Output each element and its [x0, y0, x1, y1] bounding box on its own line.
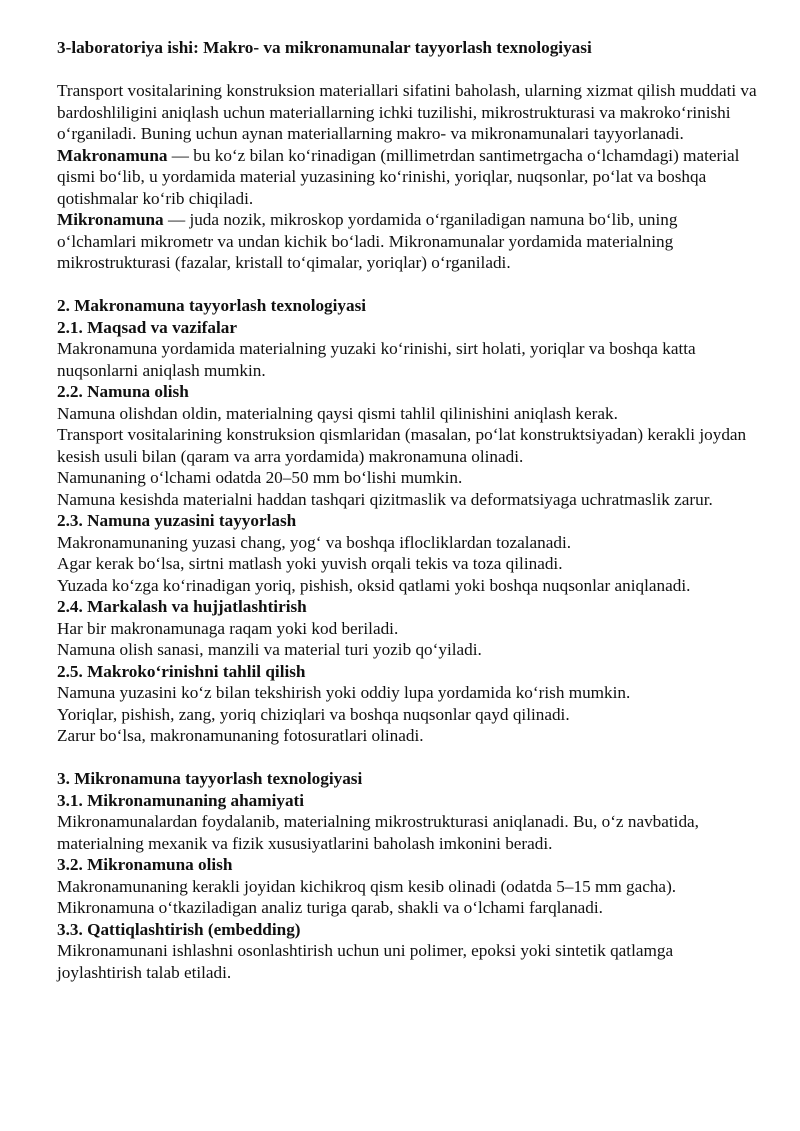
makronamuna-definition: [57, 145, 760, 210]
section-3-2-line: Mikronamuna o‘tkaziladigan analiz turiga qarab, shakli va o‘lchami farqlanadi.: [57, 898, 603, 917]
section-3-heading: 3. Mikronamuna tayyorlash texnologiyasi: [57, 769, 363, 788]
makronamuna-term: Makronamuna: [57, 145, 168, 165]
section-2-3-line: Agar kerak bo‘lsa, sirtni matlash yoki yuvish orqali tekis va toza qilinadi.: [57, 554, 563, 573]
section-2-5-line: Namuna yuzasini ko‘z bilan tekshirish yoki oddiy lupa yordamida ko‘rish mumkin.: [57, 683, 631, 702]
section-3-1-heading: 3.1. Mikronamunaning ahamiyati: [57, 790, 305, 810]
section-3-2-line: Makronamunaning kerakli joyidan kichikroq qism kesib olinadi (odatda 5–15 mm gacha).: [57, 876, 677, 896]
section-2-2-line: Namuna kesishda materialni haddan tashqari qizitmaslik va deformatsiyaga uchratmaslik zarur.: [57, 489, 713, 509]
section-2-2-line: Transport vositalarining konstruksion qismlaridan (masalan, po‘lat konstruktsiyadan) kerakli joydan kesish usuli bilan (qaram va arra yordamida) makronamuna olinadi.: [57, 425, 747, 466]
section-2-5-line: Zarur bo‘lsa, makronamunaning fotosuratlari olinadi.: [57, 726, 424, 745]
section-3-1-line: Mikronamunalardan foydalanib, materialning mikrostrukturasi aniqlanadi. Bu, o‘z navbatida, materialning mexanik va fizik xususiyatlarini baholash imkonini beradi.: [57, 812, 699, 853]
section-2-3-heading: 2.3. Namuna yuzasini tayyorlash: [57, 511, 297, 530]
section-2-5-heading: 2.5. Makroko‘rinishni tahlil qilish: [57, 661, 306, 681]
section-2-heading: 2. Makronamuna tayyorlash texnologiyasi: [57, 296, 367, 315]
mikronamuna-definition: [57, 209, 760, 274]
spacer: [57, 747, 760, 769]
section-2-4-line: Namuna olish sanasi, manzili va material turi yozib qo‘yiladi.: [57, 640, 482, 659]
section-3-3-heading: 3.3. Qattiqlashtirish (embedding): [57, 919, 301, 939]
section-2-3-line: Makronamunaning yuzasi chang, yog‘ va boshqa ifloсliklardan tozalanadi.: [57, 532, 572, 552]
section-2-1-heading: 2.1. Maqsad va vazifalar: [57, 317, 237, 337]
section-3-2-heading: 3.2. Mikronamuna olish: [57, 855, 233, 874]
spacer: [57, 274, 760, 296]
section-2-2-line: Namuna olishdan oldin, materialning qaysi qismi tahlil qilinishini aniqlash kerak.: [57, 403, 618, 423]
section-3-3-line: Mikronamunani ishlashni osonlashtirish uchun uni polimer, epoksi yoki sintetik qatlamga joylashtirish talab etiladi.: [57, 941, 674, 982]
section-2-1-line: Makronamuna yordamida materialning yuzaki ko‘rinishi, sirt holati, yoriqlar va boshqa katta nuqsonlarni aniqlash mumkin.: [57, 339, 696, 380]
makronamuna-definition-text: — bu ko‘z bilan ko‘rinadigan (millimetrdan santimetrgacha o‘lchamdagi) material qismi bo‘lib, u yordamida material yuzasining ko‘rinishi, yoriqlar, nuqsonlar, po‘lat va boshqa qotishmalar ko‘rib chiqiladi.: [57, 145, 740, 208]
section-2-2-line: Namunaning o‘lchami odatda 20–50 mm bo‘lishi mumkin.: [57, 468, 463, 487]
mikronamuna-definition-text: — juda nozik, mikroskop yordamida o‘rganiladigan namuna bo‘lib, uning o‘lchamlari mikrometr va undan kichik bo‘ladi. Mikronamunalar yordamida materialning mikrostrukturasi (fazalar, kristall to‘qimalar, yoriqlar) o‘rganiladi.: [57, 210, 678, 272]
intro-paragraph: Transport vositalarining konstruksion materiallari sifatini baholash, ularning xizmat qilish muddati va bardoshliligini aniqlash uchun materiallarning ichki tuzilishi, mikrostrukturasi va makroko‘rinishi o‘rganiladi. Buning uchun aynan materiallarning makro- va mikronamunalari tayyorlanadi.: [57, 81, 757, 143]
section-2-5-line: Yoriqlar, pishish, zang, yoriq chiziqlari va boshqa nuqsonlar qayd qilinadi.: [57, 704, 570, 724]
section-2-4-line: Har bir makronamunaga raqam yoki kod beriladi.: [57, 618, 399, 638]
mikronamuna-term: Mikronamuna: [57, 210, 164, 229]
section-2-3-line: Yuzada ko‘zga ko‘rinadigan yoriq, pishish, oksid qatlami yoki boshqa nuqsonlar aniqlanadi.: [57, 575, 691, 595]
spacer: [57, 59, 760, 81]
section-2-2-heading: 2.2. Namuna olish: [57, 382, 189, 401]
section-2-4-heading: 2.4. Markalash va hujjatlashtirish: [57, 597, 307, 616]
page-title: 3-laboratoriya ishi: Makro- va mikronamunalar tayyorlash texnologiyasi: [57, 38, 592, 57]
